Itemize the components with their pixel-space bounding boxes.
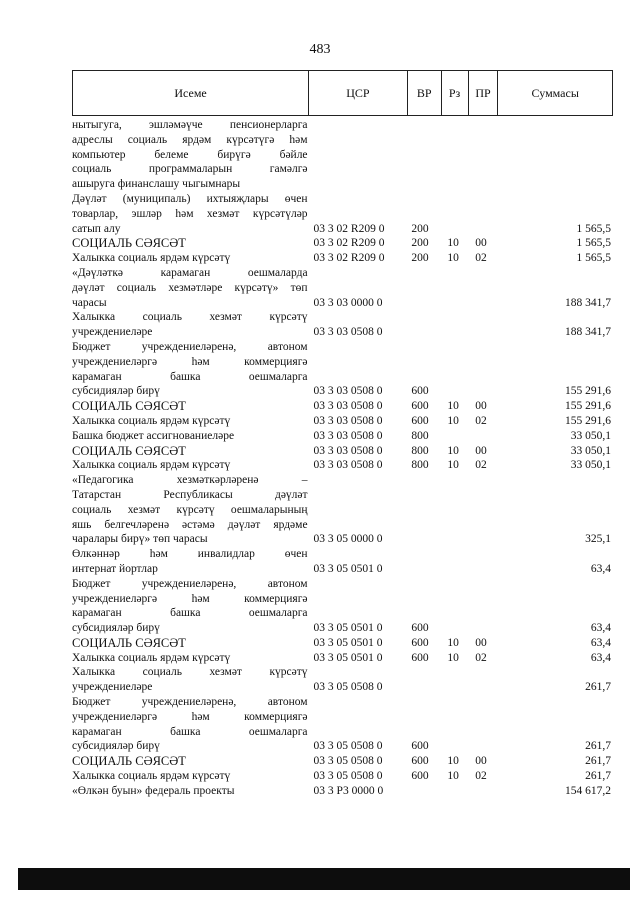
row-sum: 261,7 <box>585 740 612 753</box>
row-vr: 600 <box>411 622 429 635</box>
row-name-line: субсидияләр бирү <box>72 385 160 398</box>
row-name-line: карамаган башка оешмаларга <box>72 607 308 620</box>
row-name <box>72 695 312 754</box>
row-csr: 03 3 03 0508 0 <box>313 326 383 339</box>
row-name-line: сатып алу <box>72 222 121 235</box>
row-name-line: Халыкка социаль хезмәт күрсәтү <box>72 666 308 679</box>
row-rz: 10 <box>447 237 459 250</box>
row-csr: 03 3 03 0508 0 <box>313 414 383 427</box>
table-row <box>72 118 613 192</box>
row-name-line: адреслы социаль ярдәм күрсәтүгә һәм <box>72 133 308 146</box>
row-name-line: учреждениеләре <box>72 681 153 694</box>
row-name-line: ашыруга финанслашу чыгымнары <box>72 178 241 191</box>
row-pr: 00 <box>475 636 487 649</box>
row-vr: 600 <box>411 385 429 398</box>
table-row <box>72 251 613 266</box>
row-sum: 1 565,5 <box>576 237 612 250</box>
row-name-line: учреждениеләргә һәм коммерциягә <box>72 355 308 368</box>
row-name <box>72 192 312 236</box>
row-csr: 03 3 03 0000 0 <box>313 296 383 309</box>
row-pr: 00 <box>475 400 487 413</box>
row-rz: 10 <box>447 636 459 649</box>
row-name-line: субсидияләр бирү <box>72 740 160 753</box>
row-name-line: Халыкка социаль хезмәт күрсәтү <box>72 311 308 324</box>
row-csr: 03 3 05 0508 0 <box>313 740 383 753</box>
row-rz: 10 <box>447 459 459 472</box>
row-name-line: карамаган башка оешмаларга <box>72 370 308 383</box>
row-vr: 600 <box>411 740 429 753</box>
table-row <box>72 399 613 414</box>
row-csr: 03 3 05 0000 0 <box>313 533 383 546</box>
table-row <box>72 636 613 651</box>
table-row <box>72 192 613 236</box>
row-name-line: Дәүләт (муниципаль) ихтыяҗлары өчен <box>72 192 308 205</box>
header-sum: Суммасы <box>531 85 579 100</box>
row-sum: 188 341,7 <box>565 296 612 309</box>
row-name-line: компьютер белеме бирүгә бәйле <box>72 148 308 161</box>
row-name-line: Бюджет учреждениеләренә, автоном <box>72 696 308 709</box>
row-sum: 33 050,1 <box>570 459 612 472</box>
row-name-line: нытыгуга, эшләмәүче пенсионерларга <box>72 119 308 131</box>
row-vr: 200 <box>411 237 429 250</box>
row-name-line: карамаган башка оешмаларга <box>72 725 308 738</box>
row-csr: 03 3 03 0508 0 <box>313 400 383 413</box>
row-sum: 155 291,6 <box>565 400 612 413</box>
row-name-line: Халыкка социаль ярдәм күрсәтү <box>72 414 231 427</box>
row-csr: 03 3 05 0501 0 <box>313 636 383 649</box>
row-name-line: интернат йортлар <box>72 562 158 575</box>
table-row <box>72 769 613 784</box>
row-name-line: дәүләт социаль хезмәтләре күрсәтү» төп <box>72 281 308 294</box>
row-name-line: Өлкәннәр һәм инвалидлар өчен <box>72 548 308 561</box>
row-vr: 600 <box>411 755 429 768</box>
page-number: 483 <box>309 42 331 57</box>
row-vr: 600 <box>411 651 429 664</box>
row-pr: 02 <box>475 252 487 265</box>
row-pr: 02 <box>475 651 487 664</box>
row-rz: 10 <box>447 651 459 664</box>
header-vr: ВР <box>408 71 442 115</box>
row-name <box>72 399 312 414</box>
row-sum: 33 050,1 <box>570 429 612 442</box>
row-vr: 800 <box>411 444 429 457</box>
row-vr: 200 <box>411 222 429 235</box>
row-name <box>72 340 312 399</box>
row-vr: 800 <box>411 429 429 442</box>
row-name-line: СОЦИАЛЬ СӘЯСӘТ <box>72 635 186 650</box>
row-sum: 155 291,6 <box>565 414 612 427</box>
row-csr: 03 3 05 0508 0 <box>313 681 383 694</box>
row-csr: 03 3 P3 0000 0 <box>313 784 384 797</box>
row-sum: 33 050,1 <box>570 444 612 457</box>
row-sum: 63,4 <box>590 562 612 575</box>
row-name <box>72 236 312 251</box>
row-sum: 325,1 <box>585 533 612 546</box>
row-name <box>72 458 312 473</box>
row-name-line: социаль программаларын гамәлгә <box>72 163 308 176</box>
row-sum: 1 565,5 <box>576 252 612 265</box>
row-vr: 800 <box>411 459 429 472</box>
table-header <box>72 70 613 116</box>
row-csr: 03 3 02 R209 0 <box>313 252 385 265</box>
table-row <box>72 458 613 473</box>
table-row <box>72 665 613 695</box>
row-csr: 03 3 05 0501 0 <box>313 622 383 635</box>
row-csr: 03 3 05 0508 0 <box>313 770 383 783</box>
row-name-line: «Өлкән буын» федераль проекты <box>72 784 235 797</box>
row-name-line: «Педагогика хезмәткәрләренә – <box>72 474 308 487</box>
row-vr: 600 <box>411 400 429 413</box>
row-name <box>72 473 312 547</box>
row-name <box>72 310 312 340</box>
row-name-line: чарасы <box>72 296 107 309</box>
row-name <box>72 429 312 444</box>
row-vr: 600 <box>411 636 429 649</box>
row-name <box>72 547 312 577</box>
table-body <box>72 118 613 799</box>
header-rz: Рз <box>442 71 469 115</box>
table-row <box>72 414 613 429</box>
row-csr: 03 3 05 0501 0 <box>313 562 383 575</box>
row-sum: 1 565,5 <box>576 222 612 235</box>
row-name <box>72 414 312 429</box>
row-name-line: «Дәүләткә карамаган оешмаларда <box>72 266 308 279</box>
row-sum: 261,7 <box>585 681 612 694</box>
row-name-line: СОЦИАЛЬ СӘЯСӘТ <box>72 399 186 414</box>
row-csr: 03 3 03 0508 0 <box>313 429 383 442</box>
row-csr: 03 3 03 0508 0 <box>313 385 383 398</box>
row-pr: 02 <box>475 459 487 472</box>
header-name: Исеме <box>73 71 309 115</box>
row-sum: 63,4 <box>590 636 612 649</box>
row-name-line: Бюджет учреждениеләренә, автоном <box>72 577 308 590</box>
row-name-line: Халыкка социаль ярдәм күрсәтү <box>72 459 231 472</box>
row-pr: 00 <box>475 237 487 250</box>
row-name <box>72 651 312 666</box>
row-name-line: чаралары бирү» төп чарасы <box>72 533 208 546</box>
row-name <box>72 769 312 784</box>
row-csr: 03 3 02 R209 0 <box>313 222 385 235</box>
header-pr: ПР <box>469 71 499 115</box>
row-name <box>72 665 312 695</box>
table-row <box>72 340 613 399</box>
row-sum: 63,4 <box>590 651 612 664</box>
row-name-line: СОЦИАЛЬ СӘЯСӘТ <box>72 443 186 458</box>
row-name-line: Бюджет учреждениеләренә, автоном <box>72 340 308 353</box>
header-csr: ЦСР <box>309 71 408 115</box>
row-sum: 155 291,6 <box>565 385 612 398</box>
table-row <box>72 310 613 340</box>
row-rz: 10 <box>447 414 459 427</box>
row-name-line: социаль хезмәт күрсәтү оешмаларының <box>72 503 308 516</box>
row-rz: 10 <box>447 755 459 768</box>
row-name <box>72 577 312 636</box>
row-csr: 03 3 02 R209 0 <box>313 237 385 250</box>
row-name-line: СОЦИАЛЬ СӘЯСӘТ <box>72 236 186 251</box>
row-pr: 00 <box>475 444 487 457</box>
scan-bottom-bar <box>18 868 630 890</box>
row-sum: 261,7 <box>585 755 612 768</box>
row-csr: 03 3 03 0508 0 <box>313 444 383 457</box>
row-name-line: Халыкка социаль ярдәм күрсәтү <box>72 770 231 783</box>
table-row <box>72 473 613 547</box>
row-vr: 200 <box>411 252 429 265</box>
row-vr: 600 <box>411 414 429 427</box>
row-name <box>72 444 312 459</box>
table-row <box>72 444 613 459</box>
row-name-line: СОЦИАЛЬ СӘЯСӘТ <box>72 754 186 769</box>
row-name <box>72 251 312 266</box>
row-name-line: Башка бюджет ассигнованиеләре <box>72 429 235 442</box>
row-name-line: Татарстан Республикасы дәүләт <box>72 488 308 501</box>
row-pr: 02 <box>475 414 487 427</box>
table-row <box>72 695 613 754</box>
row-name <box>72 266 312 310</box>
table-row <box>72 754 613 769</box>
row-name-line: яшь белгечләренә әстәмә дәүләт ярдәме <box>72 518 308 531</box>
row-name <box>72 784 312 799</box>
row-rz: 10 <box>447 444 459 457</box>
row-name <box>72 118 312 192</box>
row-name-line: учреждениеләре <box>72 326 153 339</box>
table-row <box>72 236 613 251</box>
table-row <box>72 547 613 577</box>
row-csr: 03 3 05 0501 0 <box>313 651 383 664</box>
row-name <box>72 636 312 651</box>
row-sum: 154 617,2 <box>565 784 612 797</box>
row-name-line: субсидияләр бирү <box>72 622 160 635</box>
row-pr: 00 <box>475 755 487 768</box>
row-csr: 03 3 03 0508 0 <box>313 459 383 472</box>
row-name-line: Халыкка социаль ярдәм күрсәтү <box>72 252 231 265</box>
table-row <box>72 577 613 636</box>
row-name-line: товарлар, эшләр һәм хезмәт күрсәтүләр <box>72 207 308 220</box>
row-csr: 03 3 05 0508 0 <box>313 755 383 768</box>
row-sum: 261,7 <box>585 770 612 783</box>
table-row <box>72 651 613 666</box>
table-row <box>72 429 613 444</box>
row-name-line: Халыкка социаль ярдәм күрсәтү <box>72 651 231 664</box>
row-name-line: учреждениеләргә һәм коммерциягә <box>72 592 308 605</box>
row-sum: 188 341,7 <box>565 326 612 339</box>
budget-table <box>72 70 613 799</box>
row-rz: 10 <box>447 770 459 783</box>
table-row <box>72 266 613 310</box>
row-rz: 10 <box>447 400 459 413</box>
row-vr: 600 <box>411 770 429 783</box>
row-sum: 63,4 <box>590 622 612 635</box>
row-name <box>72 754 312 769</box>
row-name-line: учреждениеләргә һәм коммерциягә <box>72 710 308 723</box>
table-row <box>72 784 613 799</box>
row-rz: 10 <box>447 252 459 265</box>
row-pr: 02 <box>475 770 487 783</box>
